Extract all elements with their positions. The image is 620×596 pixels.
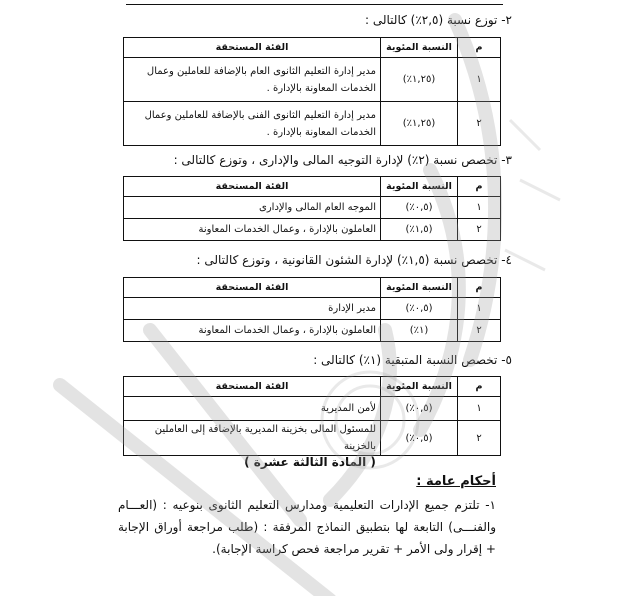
table-row — [124, 421, 501, 456]
table-row — [124, 197, 501, 219]
general-provisions-title: أحكام عامة : — [416, 474, 496, 489]
row-percent: (٠,٥٪) — [381, 421, 458, 456]
row-category: مدير إدارة التعليم الثانوى الفنى بالإضافة للعاملين وعمال الخدمات المعاونة بالإدارة . — [124, 102, 381, 146]
header-category: الفئة المستحقة — [124, 278, 381, 298]
header-category: الفئة المستحقة — [124, 177, 381, 197]
section-3-table — [123, 176, 501, 241]
row-percent: (١,٥٪) — [381, 219, 458, 241]
row-category: العاملون بالإدارة ، وعمال الخدمات المعاونة — [124, 320, 381, 342]
section-5-heading: ٥- تخصص النسبة المتبقية (١٪) كالتالى : — [313, 353, 512, 367]
row-percent: (٠,٥٪) — [381, 397, 458, 421]
table-row — [124, 58, 501, 102]
row-num: ١ — [458, 298, 501, 320]
section-4-heading: ٤- تخصص نسبة (١,٥٪) لإدارة الشئون القانونية ، وتوزع كالتالى : — [196, 253, 512, 267]
article-title: ( المادة الثالثة عشرة ) — [244, 455, 376, 469]
row-category: الموجه العام المالى والإدارى — [124, 197, 381, 219]
row-category: مدير الإدارة — [124, 298, 381, 320]
row-percent: (٠,٥٪) — [381, 298, 458, 320]
top-rule — [126, 4, 503, 5]
row-num: ١ — [458, 197, 501, 219]
paragraph-1: ١- تلتزم جميع الإدارات التعليمية ومدارس التعليم الثانوى بنوعيه : (العـــام والفنـــى) التابعة لها بتطبيق النماذج المرفقة : (طلب مراجعة أوراق الإجابة + إقرار ولى الأمر + تقرير مراجعة فحص كراسة الإجابة). — [118, 498, 496, 556]
table-header-row — [124, 38, 501, 58]
section-2-table — [123, 37, 501, 146]
header-num: م — [458, 377, 501, 397]
header-percent: النسبة المئوية — [381, 177, 458, 197]
row-num: ١ — [458, 397, 501, 421]
section-4-table — [123, 277, 501, 342]
section-5-table — [123, 376, 501, 456]
header-percent: النسبة المئوية — [381, 278, 458, 298]
row-percent: (١,٢٥٪) — [381, 102, 458, 146]
row-num: ٢ — [458, 219, 501, 241]
header-num: م — [458, 177, 501, 197]
row-category: العاملون بالإدارة ، وعمال الخدمات المعاونة — [124, 219, 381, 241]
row-percent: (١٪) — [381, 320, 458, 342]
row-category: مدير إدارة التعليم الثانوى العام بالإضافة للعاملين وعمال الخدمات المعاونة بالإدارة . — [124, 58, 381, 102]
row-percent: (١,٢٥٪) — [381, 58, 458, 102]
header-percent: النسبة المئوية — [381, 38, 458, 58]
table-row — [124, 219, 501, 241]
header-num: م — [458, 278, 501, 298]
header-category: الفئة المستحقة — [124, 377, 381, 397]
header-percent: النسبة المئوية — [381, 377, 458, 397]
table-row — [124, 102, 501, 146]
row-category: للمسئول المالى بخزينة المديرية بالإضافة إلى العاملين بالخزينة — [124, 421, 381, 456]
row-percent: (٠,٥٪) — [381, 197, 458, 219]
table-row — [124, 320, 501, 342]
row-num: ١ — [458, 58, 501, 102]
row-num: ٢ — [458, 421, 501, 456]
header-category: الفئة المستحقة — [124, 38, 381, 58]
table-header-row — [124, 278, 501, 298]
section-3-heading: ٣- تخصص نسبة (٢٪) لإدارة التوجيه المالى والإدارى ، وتوزع كالتالى : — [173, 153, 512, 167]
table-row — [124, 298, 501, 320]
table-row — [124, 397, 501, 421]
table-header-row — [124, 377, 501, 397]
section-2-heading: ٢- توزع نسبة (٢,٥٪) كالتالى : — [365, 13, 512, 27]
header-num: م — [458, 38, 501, 58]
row-num: ٢ — [458, 102, 501, 146]
table-header-row — [124, 177, 501, 197]
row-num: ٢ — [458, 320, 501, 342]
row-category: لأمن المديرية — [124, 397, 381, 421]
